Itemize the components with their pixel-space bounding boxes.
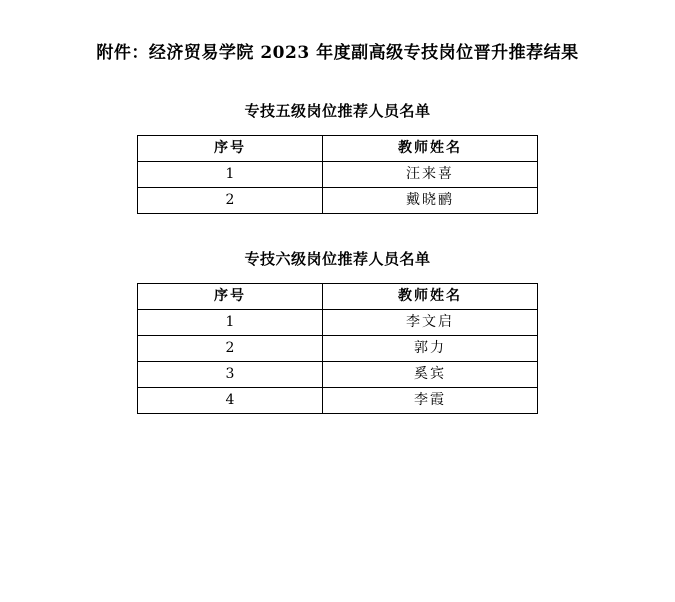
cell-name: 李文启: [323, 309, 538, 335]
cell-name: 戴晓鹂: [323, 187, 538, 213]
section-title-level-six: 专技六级岗位推荐人员名单: [244, 249, 431, 268]
table-row: [138, 361, 538, 387]
table-level-five: [137, 135, 538, 214]
table-row: [138, 309, 538, 335]
cell-index: 1: [138, 161, 323, 187]
section-level-five: [0, 100, 675, 214]
column-header-index: 序号: [138, 283, 323, 309]
column-header-index: 序号: [138, 135, 323, 161]
cell-name: 奚宾: [323, 361, 538, 387]
document-page: [0, 42, 675, 602]
cell-name: 李霞: [323, 387, 538, 413]
cell-index: 3: [138, 361, 323, 387]
cell-index: 2: [138, 187, 323, 213]
table-row: [138, 387, 538, 413]
cell-index: 1: [138, 309, 323, 335]
table-row: [138, 335, 538, 361]
column-header-name: 教师姓名: [323, 283, 538, 309]
table-level-six: [137, 283, 538, 414]
table-row: [138, 161, 538, 187]
table-row: [138, 187, 538, 213]
table-header-row: [138, 135, 538, 161]
column-header-name: 教师姓名: [323, 135, 538, 161]
table-header-row: [138, 283, 538, 309]
cell-index: 4: [138, 387, 323, 413]
cell-name: 汪来喜: [323, 161, 538, 187]
cell-index: 2: [138, 335, 323, 361]
cell-name: 郭力: [323, 335, 538, 361]
page-title: 附件：经济贸易学院 2023 年度副高级专技岗位晋升推荐结果: [96, 43, 579, 63]
section-title-level-five: 专技五级岗位推荐人员名单: [244, 101, 431, 120]
section-level-six: [0, 248, 675, 414]
